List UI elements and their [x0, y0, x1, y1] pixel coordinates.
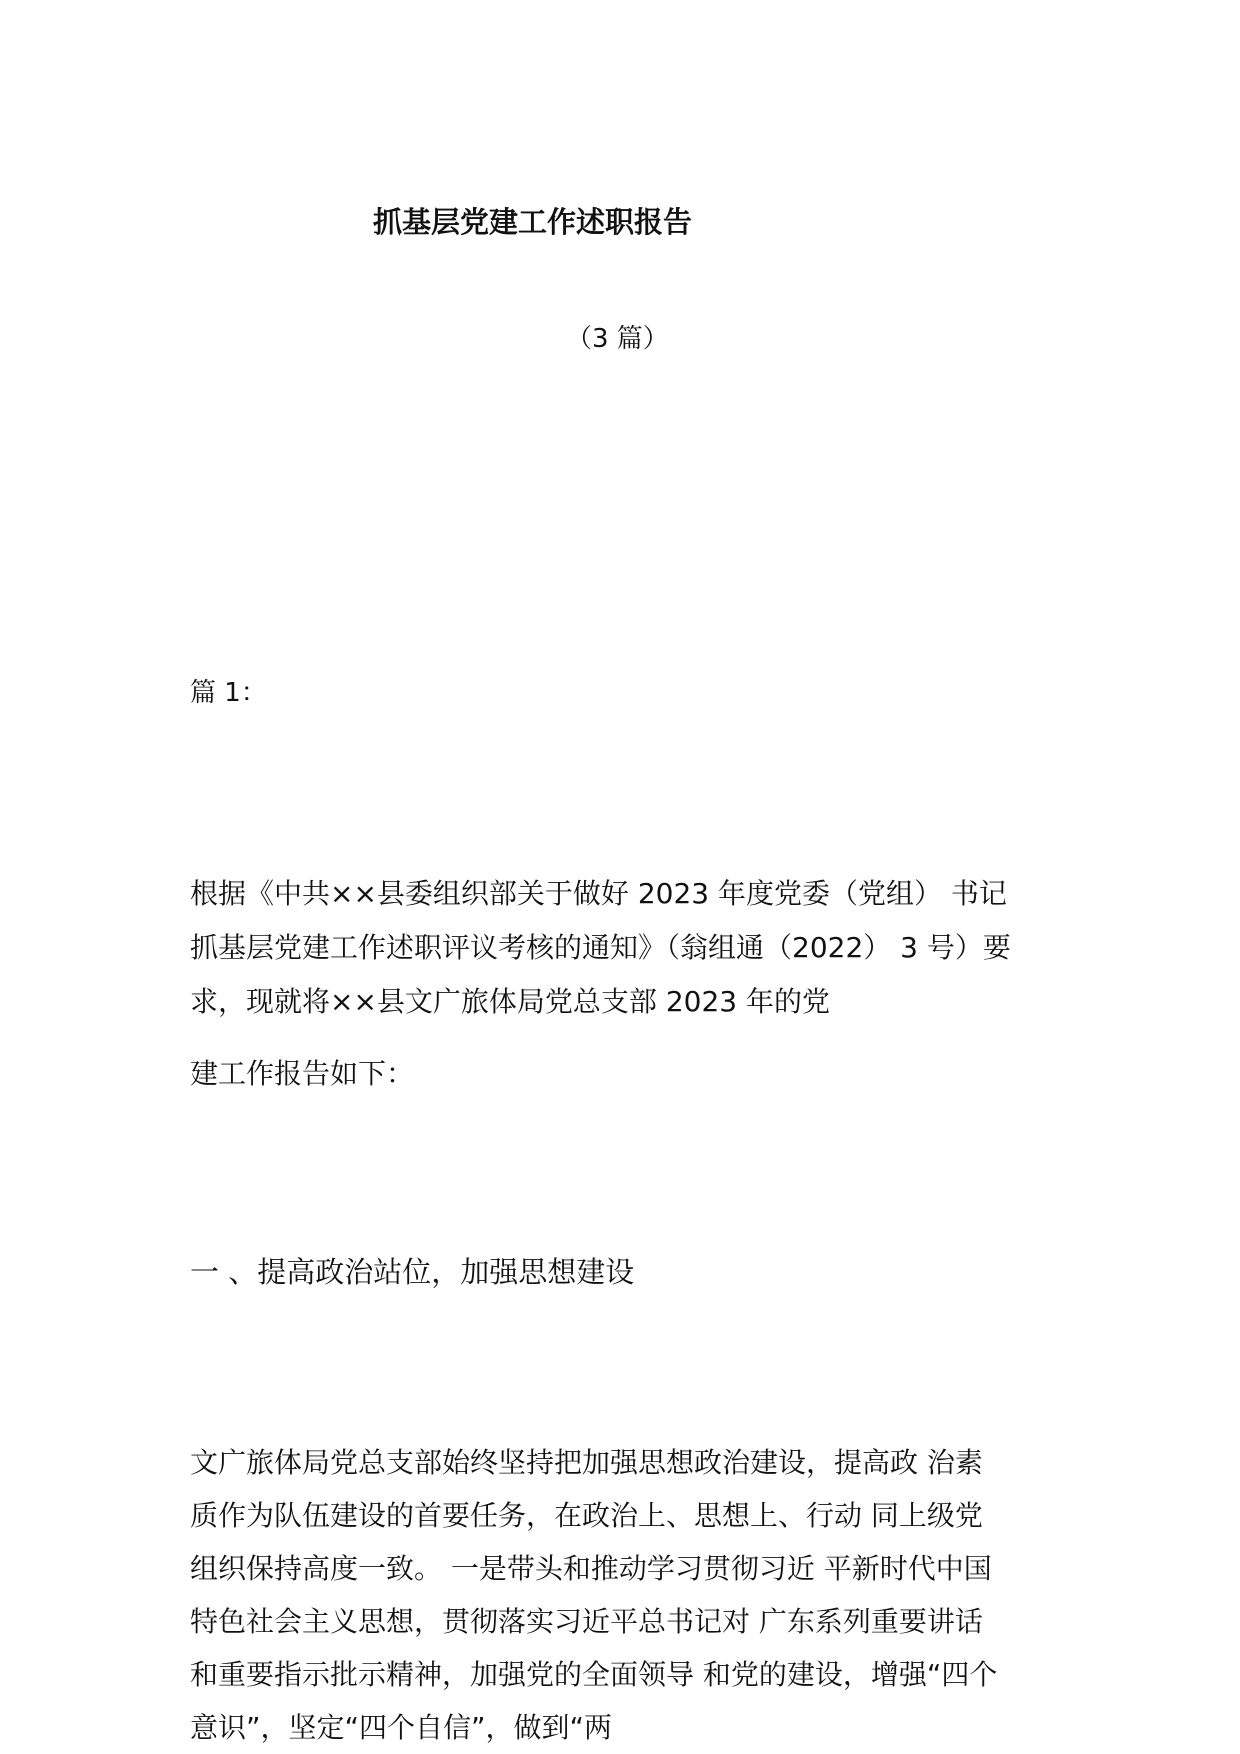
- intro-line-3: 求，现就将××县文广旅体局党总支部 2023 年的党: [190, 985, 830, 1018]
- body-line-6: 意识”，坚定“四个自信”，做到“两: [190, 1711, 613, 1744]
- body-line-1: 文广旅体局党总支部始终坚持把加强思想政治建设，提高政 治素: [190, 1446, 983, 1479]
- body-line-5: 和重要指示批示精神，加强党的全面领导 和党的建设，增强“四个: [190, 1658, 998, 1691]
- intro-line-1: 根据《中共××县委组织部关于做好 2023 年度党委（党组） 书记: [190, 877, 1007, 910]
- body-line-3: 组织保持高度一致。 一是带头和推动学习贯彻习近 平新时代中国: [190, 1552, 992, 1585]
- document-subtitle: （3 篇）: [566, 324, 669, 354]
- intro-line-4: 建工作报告如下：: [190, 1057, 415, 1090]
- document-title: 抓基层党建工作述职报告: [373, 205, 693, 239]
- body-line-4: 特色社会主义思想，贯彻落实习近平总书记对 广东系列重要讲话: [190, 1605, 983, 1638]
- section-heading-1: 一 、提高政治站位，加强思想建设: [190, 1255, 635, 1289]
- intro-line-2: 抓基层党建工作述职评议考核的通知》（翁组通（2022） 3 号）要: [190, 931, 1011, 964]
- body-paragraph: [190, 1436, 1060, 1754]
- body-line-2: 质作为队伍建设的首要任务，在政治上、思想上、行动 同上级党: [190, 1499, 983, 1532]
- section-label: 篇 1：: [190, 678, 267, 708]
